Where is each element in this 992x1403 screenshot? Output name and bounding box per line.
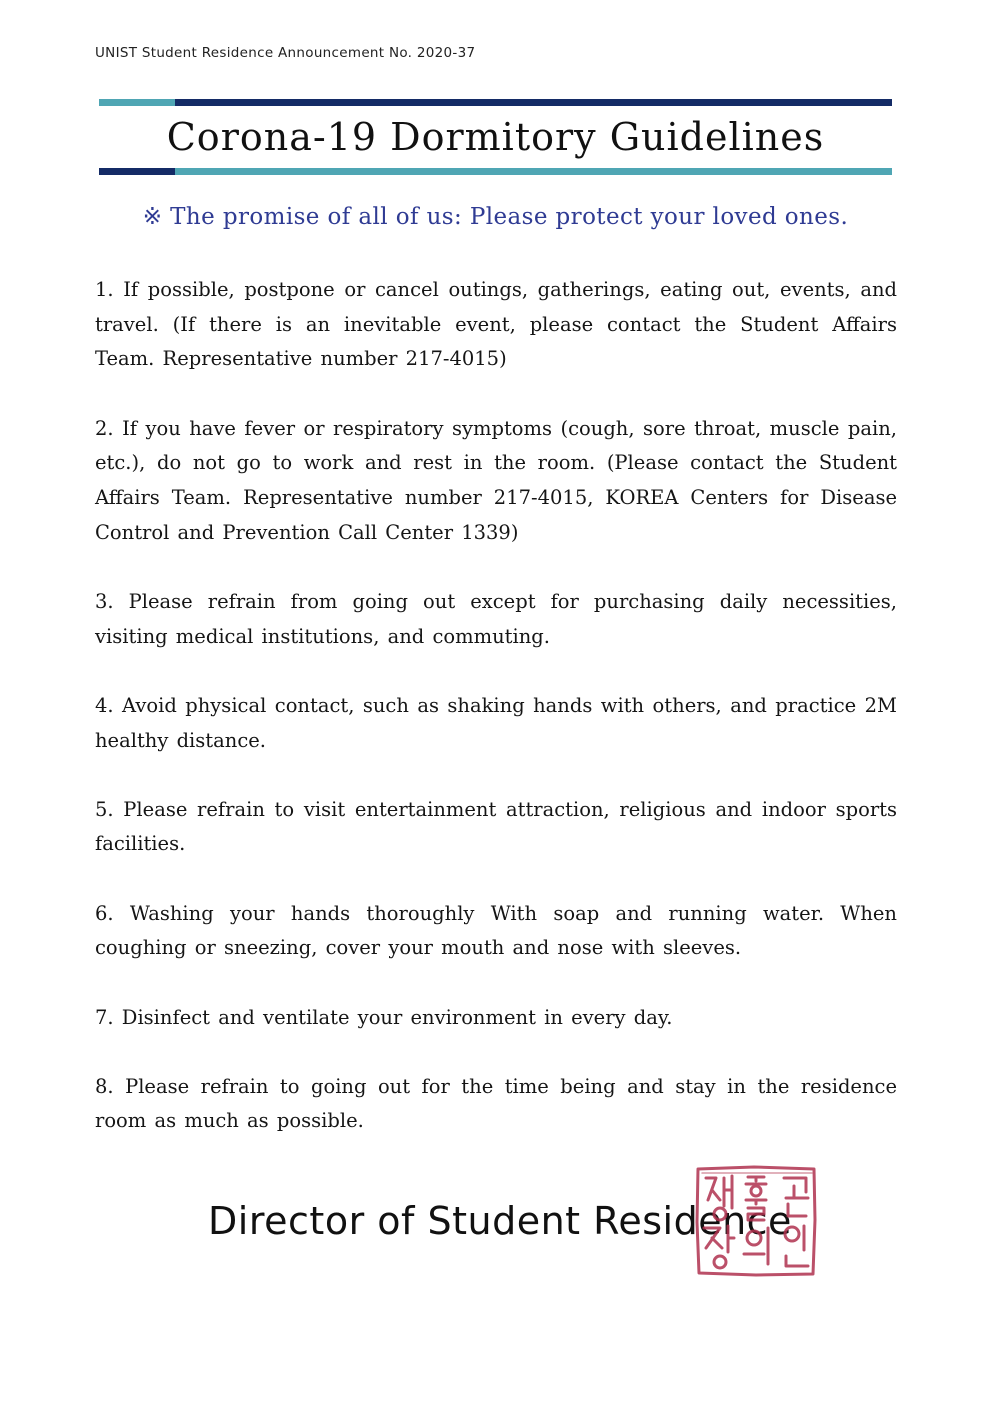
guideline-item-1: 1. If possible, postpone or cancel outings, gatherings, eating out, events, and travel. (If there is an inevitable event, please contact the Student Affairs Team. Representative number 217-4015) (95, 278, 897, 371)
guideline-item-8: 8. Please refrain to going out for the time being and stay in the residence room as much as possible. (95, 1074, 897, 1133)
guideline-item-4: 4. Avoid physical contact, such as shaking hands with others, and practice 2M healthy distance. (95, 693, 897, 752)
guideline-item-3: 3. Please refrain from going out except for purchasing daily necessities, visiting medical institutions, and commuting. (95, 589, 897, 648)
guideline-item-5: 5. Please refrain to visit entertainment attraction, religious and indoor sports facilities. (95, 797, 897, 856)
guideline-item-6: 6. Washing your hands thoroughly With soap and running water. When coughing or sneezing, cover your mouth and nose with sleeves. (95, 901, 897, 960)
title-top-rule (99, 99, 892, 106)
document-title: Corona-19 Dormitory Guidelines (166, 115, 825, 159)
guideline-item-7: 7. Disinfect and ventilate your environment in every day. (95, 1005, 673, 1029)
guidelines-list (95, 273, 897, 1174)
official-seal-icon (694, 1164, 818, 1278)
signature-title: Director of Student Residence (208, 1199, 792, 1243)
title-bottom-rule (99, 168, 892, 175)
announcement-number: UNIST Student Residence Announcement No. 2020-37 (95, 45, 476, 61)
guideline-item-2: 2. If you have fever or respiratory symptoms (cough, sore throat, muscle pain, etc.), do not go to work and rest in the room. (Please contact the Student Affairs Team. Representative number 217-4015, KOREA Centers for Disease Control and Prevention Call Center 1339) (95, 416, 897, 544)
promise-statement: ※ The promise of all of us: Please protect your loved ones. (142, 204, 849, 230)
